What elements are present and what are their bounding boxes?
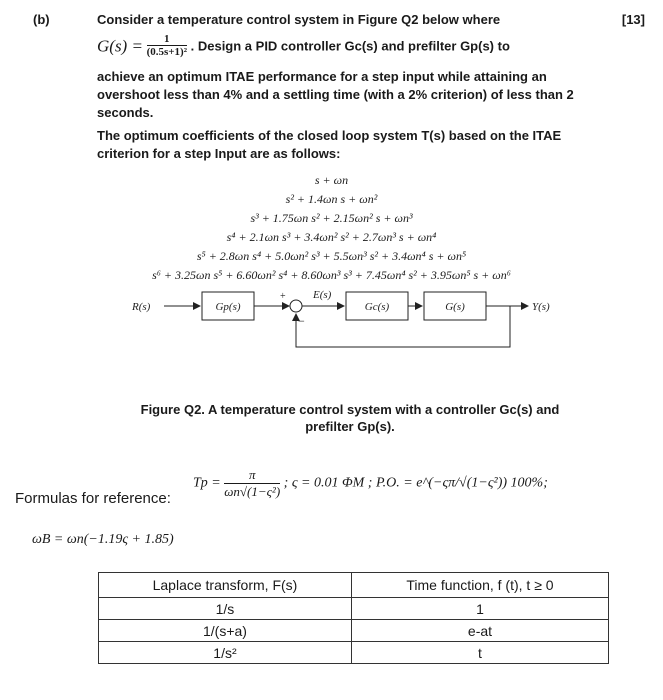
laplace-table [98,572,609,664]
table-row [99,642,609,664]
table-header-row [99,573,609,598]
table-header-time: Time function, f (t), t ≥ 0 [351,573,608,598]
transfer-function-numerator: 1 [147,33,187,46]
minus-sign: − [298,314,305,328]
damping-formula: ; ς = 0.01 ΦM ; [283,475,373,491]
table-cell: e-at [351,620,608,642]
itae-row-6: s⁶ + 3.25ωn s⁵ + 6.60ωn² s⁴ + 8.60ωn³ s³ + 7.45ωn⁴ s² + 3.95ωn⁵ s + ωn⁶ [152,268,511,282]
question-line-7: criterion for a step Input are as follows: [97,146,341,161]
marks-label: [13] [621,12,645,27]
formula-block [193,467,548,500]
question-line-5: seconds. [97,105,154,120]
overshoot-formula: P.O. = e^(−ςπ/√(1−ς²)) 100%; [375,475,548,491]
controller-label: Gc(s) [364,301,390,313]
transfer-function-denominator: (0.5s+1)² [146,46,187,58]
block-diagram [130,285,570,375]
prefilter-label: Gp(s) [215,301,241,313]
question-line-2-text: . Design a PID controller Gc(s) and prefilter Gp(s) to [190,38,510,54]
part-label: (b) [33,12,50,27]
question-line-3: achieve an optimum ITAE performance for a step input while attaining an [97,69,547,84]
peak-time-lhs: Tp = [193,475,221,491]
bandwidth-formula: ωB = ωn(−1.19ς + 1.85) [32,532,174,547]
table-row [99,620,609,642]
input-label: R(s) [132,301,151,313]
formulas-label: Formulas for reference: [15,490,171,507]
caption-line-2: prefilter Gp(s). [305,419,395,434]
question-line-2 [97,33,612,65]
table-cell: 1 [351,598,608,620]
plus-sign: + [280,291,286,302]
peak-time-numerator: π [224,467,280,484]
transfer-function-fraction [147,33,187,59]
table-header-laplace: Laplace transform, F(s) [99,573,352,598]
figure-caption [110,401,590,435]
error-label: E(s) [313,289,332,301]
itae-row-4: s⁴ + 2.1ωn s³ + 3.4ωn² s² + 2.7ωn³ s + ωn⁴ [226,230,437,244]
caption-line-1: Figure Q2. A temperature control system with a controller Gc(s) and [140,402,560,417]
question-line-1: Consider a temperature control system in Figure Q2 below where [97,12,501,27]
peak-time-fraction [224,467,280,500]
question-line-4: overshoot less than 4% and a settling time (with a 2% criterion) of less than 2 [97,87,574,102]
question-line-6: The optimum coefficients of the closed loop system T(s) based on the ITAE [97,128,562,143]
itae-row-3: s³ + 1.75ωn s² + 2.15ωn² s + ωn³ [250,211,413,225]
itae-row-2: s² + 1.4ωn s + ωn² [285,192,378,206]
plant-label: G(s) [445,301,465,313]
itae-row-1: s + ωn [314,173,349,187]
table-cell: 1/(s+a) [99,620,352,642]
itae-row-5: s⁵ + 2.8ωn s⁴ + 5.0ωn² s³ + 5.5ωn³ s² + 3.4ωn⁴ s + ωn⁵ [196,249,467,263]
transfer-function-lhs: G(s) = [97,36,143,56]
summing-junction [290,300,302,312]
table-cell: 1/s [99,598,352,620]
table-cell: t [351,642,608,664]
table-cell: 1/s² [99,642,352,664]
table-row [99,598,609,620]
peak-time-denominator: ωn√(1−ς²) [224,484,281,499]
output-label: Y(s) [532,301,550,313]
